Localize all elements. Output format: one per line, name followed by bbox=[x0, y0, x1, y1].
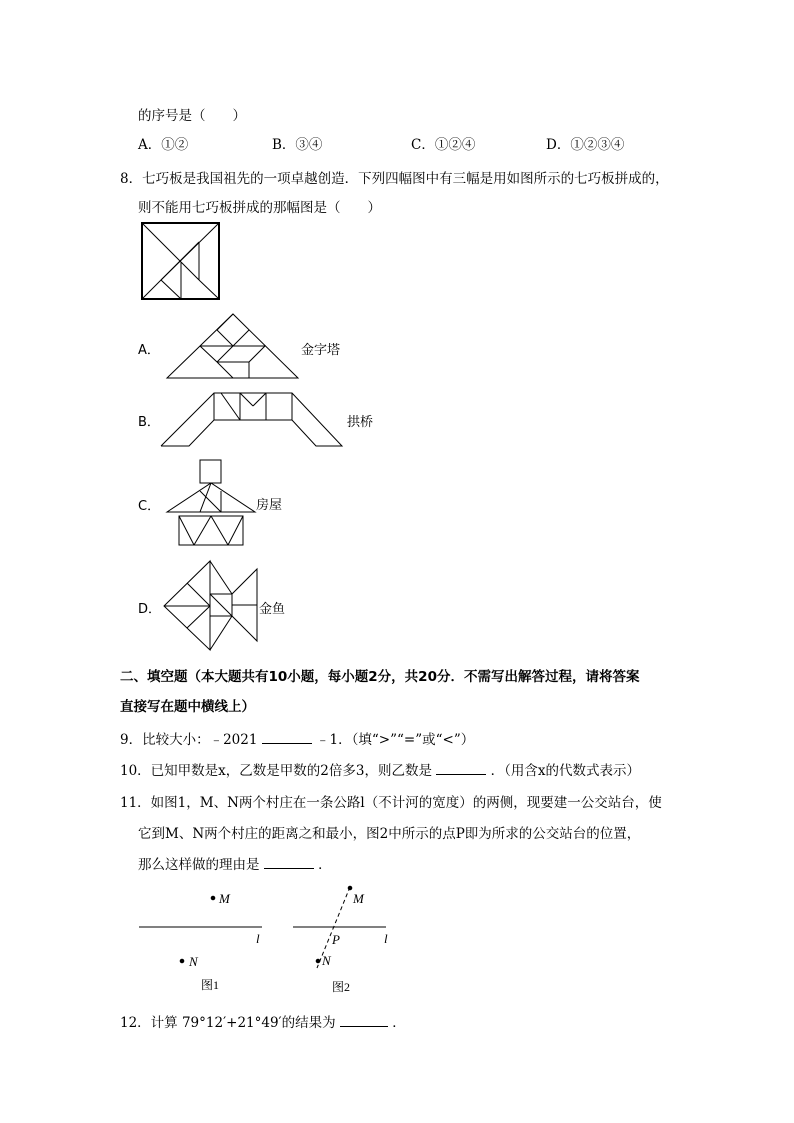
q8-option-d-caption: 金鱼 bbox=[259, 602, 286, 617]
section2-heading-line1: 二、填空题（本大题共有10小题，每小题2分，共20分．不需写出解答过程，请将答案 bbox=[120, 669, 640, 685]
q10-text-pre: 10．已知甲数是x，乙数是甲数的2倍多3，则乙数是 bbox=[120, 763, 432, 779]
q12-answer-blank[interactable] bbox=[340, 1012, 388, 1027]
house-figure bbox=[166, 459, 256, 547]
q9-answer-blank[interactable] bbox=[262, 729, 312, 744]
q10-text-post: ．（用含x的代数式表示） bbox=[490, 763, 640, 779]
q9 bbox=[120, 728, 474, 748]
fig2-caption: 图2 bbox=[332, 980, 351, 994]
fig2-label-l: l bbox=[384, 931, 388, 946]
figure2-diagram bbox=[290, 880, 400, 995]
option-letter: B． bbox=[272, 137, 296, 153]
fig2-label-n: N bbox=[322, 953, 331, 968]
fig1-caption: 图1 bbox=[201, 978, 220, 992]
q8-option-c-letter[interactable]: C． bbox=[138, 499, 161, 514]
q10 bbox=[120, 759, 640, 779]
q9-text-post: ﹣1．（填“>”“=”或“<”） bbox=[316, 732, 475, 748]
option-letter: D． bbox=[546, 137, 571, 153]
q7-option-c[interactable] bbox=[411, 133, 475, 153]
q12 bbox=[120, 1011, 406, 1031]
q11-text-post: ． bbox=[318, 857, 332, 873]
fig1-label-l: l bbox=[256, 931, 260, 946]
fig1-label-m: M bbox=[219, 891, 230, 906]
section2-heading-line2: 直接写在题中横线上） bbox=[120, 699, 255, 715]
q8-option-b-caption: 拱桥 bbox=[347, 415, 374, 430]
fig1-label-n: N bbox=[189, 954, 198, 969]
q12-text-post: ． bbox=[392, 1015, 406, 1031]
q11-line3 bbox=[138, 853, 332, 873]
q11-answer-blank[interactable] bbox=[264, 854, 314, 869]
q8-option-b-letter[interactable]: B． bbox=[138, 415, 160, 430]
q11-line1: 11．如图1，M、N两个村庄在一条公路l（不计河的宽度）的两侧，现要建一公交站台，使 bbox=[120, 795, 662, 811]
bridge-figure bbox=[161, 393, 343, 447]
q8-stem-line1: 8．七巧板是我国祖先的一项卓越创造．下列四幅图中有三幅是用如图所示的七巧板拼成的， bbox=[120, 171, 669, 187]
option-text: ①②④ bbox=[434, 137, 476, 153]
fig2-label-p: P bbox=[332, 932, 340, 947]
q11-text-pre: 那么这样做的理由是 bbox=[138, 857, 260, 873]
q8-option-a-letter[interactable]: A． bbox=[138, 343, 160, 358]
q7-stem-tail: 的序号是（ ） bbox=[138, 108, 246, 124]
q10-answer-blank[interactable] bbox=[436, 760, 486, 775]
q7-option-b[interactable] bbox=[272, 133, 322, 153]
q12-text-pre: 12．计算 79°12′+21°49′的结果为 bbox=[120, 1015, 336, 1031]
q8-option-d-letter[interactable]: D． bbox=[138, 602, 162, 617]
pyramid-figure bbox=[167, 314, 299, 380]
q11-line2: 它到M、N两个村庄的距离之和最小，图2中所示的点P即为所求的公交站台的位置， bbox=[138, 826, 641, 842]
q7-option-a[interactable] bbox=[138, 133, 188, 153]
tangram-square-figure bbox=[141, 222, 221, 300]
goldfish-figure bbox=[163, 561, 259, 651]
option-letter: A． bbox=[138, 137, 162, 153]
q9-text-pre: 9．比较大小：﹣2021 bbox=[120, 732, 258, 748]
q8-stem-line2: 则不能用七巧板拼成的那幅图是（ ） bbox=[138, 200, 381, 216]
q8-option-c-caption: 房屋 bbox=[256, 498, 283, 513]
figure1-diagram bbox=[136, 885, 276, 995]
q8-option-a-caption: 金字塔 bbox=[301, 343, 341, 358]
option-text: ③④ bbox=[295, 137, 323, 153]
option-letter: C． bbox=[411, 137, 435, 153]
option-text: ①② bbox=[161, 137, 189, 153]
q7-option-d[interactable] bbox=[546, 133, 624, 153]
option-text: ①②③④ bbox=[570, 137, 625, 153]
fig2-label-m: M bbox=[353, 891, 364, 906]
